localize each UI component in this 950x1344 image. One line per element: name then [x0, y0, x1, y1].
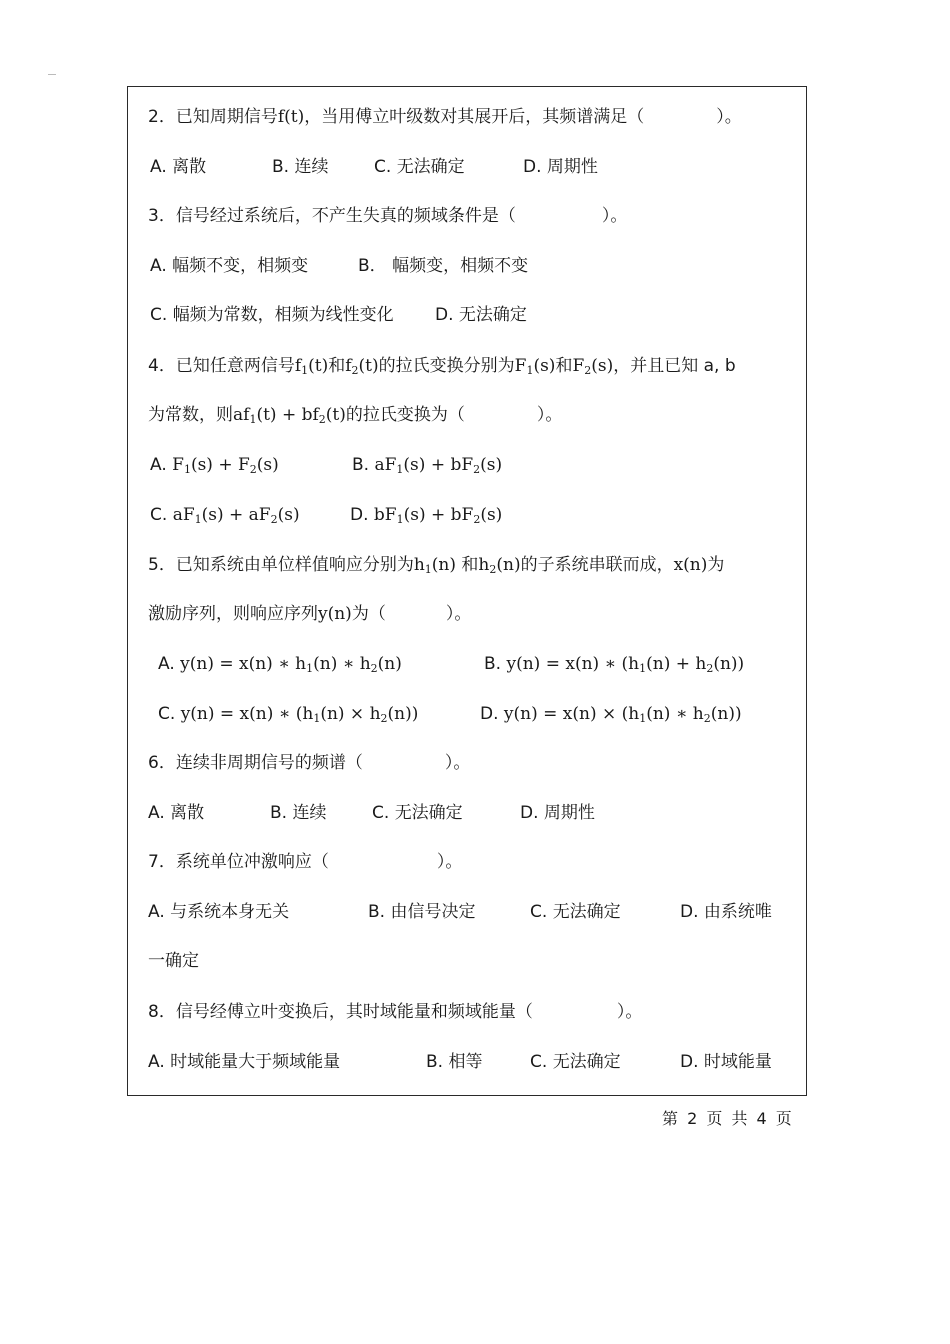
- exam-frame: [127, 86, 807, 1096]
- q6-option-c: C. 无法确定: [372, 803, 463, 823]
- q6-option-d: D. 周期性: [520, 803, 595, 823]
- scan-edge-mark: [48, 74, 56, 75]
- question-5-stem-line1: 5．已知系统由单位样值响应分别为$h_1(n)$ 和$h_2(n)$的子系统串联而成，x(n)为: [148, 555, 725, 576]
- question-3-stem: 3．信号经过系统后，不产生失真的频域条件是（ ）。: [148, 206, 628, 226]
- q5-option-c: C. y(n) = x(n) ∗ $(h_1(n) \times h_2(n))$: [158, 704, 419, 725]
- q7-option-a: A. 与系统本身无关: [148, 902, 290, 922]
- page-number: 第 2 页 共 4 页: [662, 1109, 794, 1128]
- q6-option-a: A. 离散: [148, 803, 205, 823]
- q5-option-a: A. y(n) = x(n) ∗ $h_1(n)$ ∗ $h_2(n)$: [158, 654, 402, 675]
- question-2-stem: [148, 105, 742, 129]
- q7-option-d: D. 由系统唯: [680, 902, 772, 922]
- q2-option-b: B. 连续: [272, 157, 329, 177]
- q2-math-ft: f(t): [277, 107, 305, 127]
- q4-option-b: B. $aF_1(s) + bF_2(s)$: [352, 455, 503, 476]
- q8-option-a: A. 时域能量大于频域能量: [148, 1052, 341, 1072]
- q5-option-b: B. y(n) = x(n) ∗ $(h_1(n) + h_2(n))$: [484, 654, 745, 675]
- q2-text-1: 2．已知周期信号: [148, 107, 278, 127]
- q3-option-b: B． 幅频变，相频不变: [358, 256, 529, 276]
- q8-option-c: C. 无法确定: [530, 1052, 621, 1072]
- question-5-stem-line2: 激励序列，则响应序列y(n)为（ ）。: [148, 604, 472, 624]
- q7-option-d-wrap: 一确定: [148, 951, 199, 971]
- q2-text-end: ）。: [716, 107, 742, 127]
- q6-option-b: B. 连续: [270, 803, 327, 823]
- q5-option-d: D. $y(n) = x(n) \times (h_1(n)$ ∗ $h_2(n)$): [480, 704, 742, 725]
- question-7-stem: 7．系统单位冲激响应（ ）。: [148, 852, 463, 872]
- question-6-stem: 6．连续非周期信号的频谱（ ）。: [148, 753, 471, 773]
- q8-option-d: D. 时域能量: [680, 1052, 772, 1072]
- q7-option-c: C. 无法确定: [530, 902, 621, 922]
- q2-option-c: C. 无法确定: [374, 157, 465, 177]
- q3-option-a: A. 幅频不变，相频变: [150, 256, 309, 276]
- q2-option-d: D. 周期性: [523, 157, 598, 177]
- q4-option-a: A. $F_1(s) + F_2(s)$: [150, 455, 279, 476]
- q3-option-d: D. 无法确定: [435, 305, 527, 325]
- q8-option-b: B. 相等: [426, 1052, 483, 1072]
- q2-option-a: A. 离散: [150, 157, 207, 177]
- q7-option-b: B. 由信号决定: [368, 902, 476, 922]
- q4-option-d: D. $bF_1(s) + bF_2(s)$: [350, 505, 503, 526]
- question-8-stem: 8．信号经傅立叶变换后，其时域能量和频域能量（ ）。: [148, 1002, 643, 1022]
- question-4-stem-line1: 4．已知任意两信号$f_1(t)$和$f_2(t)$的拉氏变换分别为$F_1(s)$和$F_2(s)$，并且已知 a, b: [148, 356, 736, 377]
- q2-text-2: ，当用傅立叶级数对其展开后，其频谱满足（: [304, 107, 645, 127]
- question-4-stem-line2: 为常数，则$af_1(t) + bf_2(t)$的拉氏变换为（ ）。: [148, 405, 563, 426]
- q4-option-c: C. $aF_1(s) + aF_2(s)$: [150, 505, 300, 526]
- q3-option-c: C. 幅频为常数，相频为线性变化: [150, 305, 394, 325]
